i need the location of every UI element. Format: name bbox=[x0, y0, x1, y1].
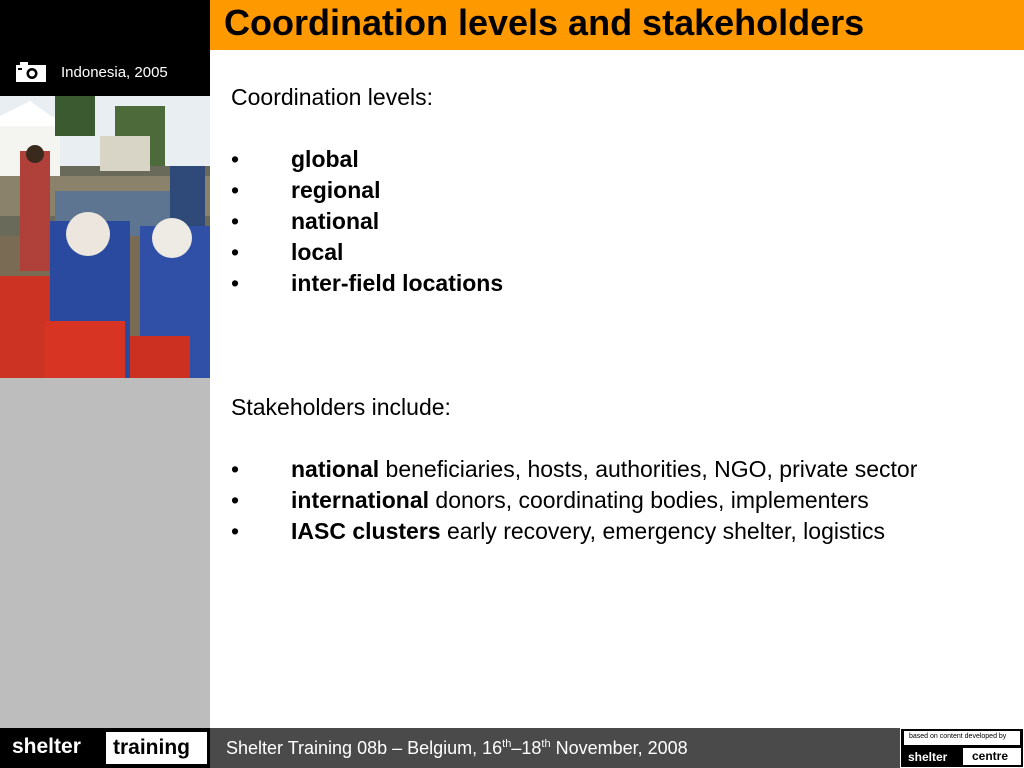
logo-shelter-text: shelter bbox=[12, 735, 81, 758]
list-item bbox=[231, 454, 1011, 485]
list-item bbox=[231, 237, 1011, 268]
list-item bbox=[231, 206, 1011, 237]
bullet-icon: • bbox=[231, 456, 240, 482]
level-label: national bbox=[291, 208, 380, 234]
camera-icon bbox=[16, 62, 46, 82]
bullet-icon: • bbox=[231, 270, 240, 296]
level-label: inter-field locations bbox=[291, 270, 504, 296]
event-sup-start: th bbox=[502, 738, 512, 750]
field-photo bbox=[0, 96, 210, 378]
sidebar-header bbox=[0, 0, 210, 96]
stakeholder-text bbox=[291, 485, 869, 516]
levels-heading: Coordination levels: bbox=[231, 84, 434, 110]
list-item bbox=[231, 268, 1011, 299]
bullet-icon: • bbox=[231, 518, 240, 544]
shelter-centre-logo bbox=[900, 728, 1024, 768]
stakeholder-description: donors, coordinating bodies, implementers bbox=[429, 487, 869, 513]
stakeholder-text bbox=[291, 516, 885, 547]
event-prefix: Shelter Training 08b – Belgium, 16 bbox=[226, 738, 503, 758]
event-suffix: November, 2008 bbox=[550, 738, 688, 758]
credit-centre-text: centre bbox=[972, 749, 1009, 763]
stakeholder-description: early recovery, emergency shelter, logistics bbox=[440, 518, 885, 544]
shelter-training-logo bbox=[0, 728, 210, 768]
logo-training-box bbox=[105, 731, 208, 765]
slide-content bbox=[231, 82, 1011, 547]
bullet-icon: • bbox=[231, 146, 240, 172]
event-info bbox=[226, 738, 688, 759]
level-label: local bbox=[291, 239, 344, 265]
list-item bbox=[231, 144, 1011, 175]
title-bar bbox=[210, 0, 1024, 50]
stakeholders-heading: Stakeholders include: bbox=[231, 394, 451, 420]
slide-title: Coordination levels and stakeholders bbox=[224, 2, 865, 43]
photo-caption bbox=[0, 58, 210, 88]
stakeholder-category: national bbox=[291, 456, 380, 482]
level-label: regional bbox=[291, 177, 381, 203]
credit-centre-box bbox=[963, 748, 1021, 765]
list-item bbox=[231, 175, 1011, 206]
credit-label-box bbox=[904, 731, 1020, 745]
bullet-icon: • bbox=[231, 177, 240, 203]
logo-training-text: training bbox=[113, 736, 190, 759]
level-label: global bbox=[291, 146, 359, 172]
list-item bbox=[231, 485, 1011, 516]
stakeholder-category: international bbox=[291, 487, 430, 513]
list-item bbox=[231, 516, 1011, 547]
footer-bar bbox=[0, 728, 1024, 768]
bullet-icon: • bbox=[231, 239, 240, 265]
credit-shelter-text: shelter bbox=[908, 750, 948, 764]
credit-label: based on content developed by bbox=[909, 733, 1007, 740]
stakeholder-category: IASC clusters bbox=[291, 518, 441, 544]
caption-text: Indonesia, 2005 bbox=[61, 64, 168, 81]
bullet-icon: • bbox=[231, 208, 240, 234]
stakeholder-description: beneficiaries, hosts, authorities, NGO, private sector bbox=[379, 456, 918, 482]
stakeholder-text bbox=[291, 454, 917, 485]
event-mid: –18 bbox=[511, 738, 542, 758]
event-sup-end: th bbox=[541, 738, 551, 750]
bullet-icon: • bbox=[231, 487, 240, 513]
